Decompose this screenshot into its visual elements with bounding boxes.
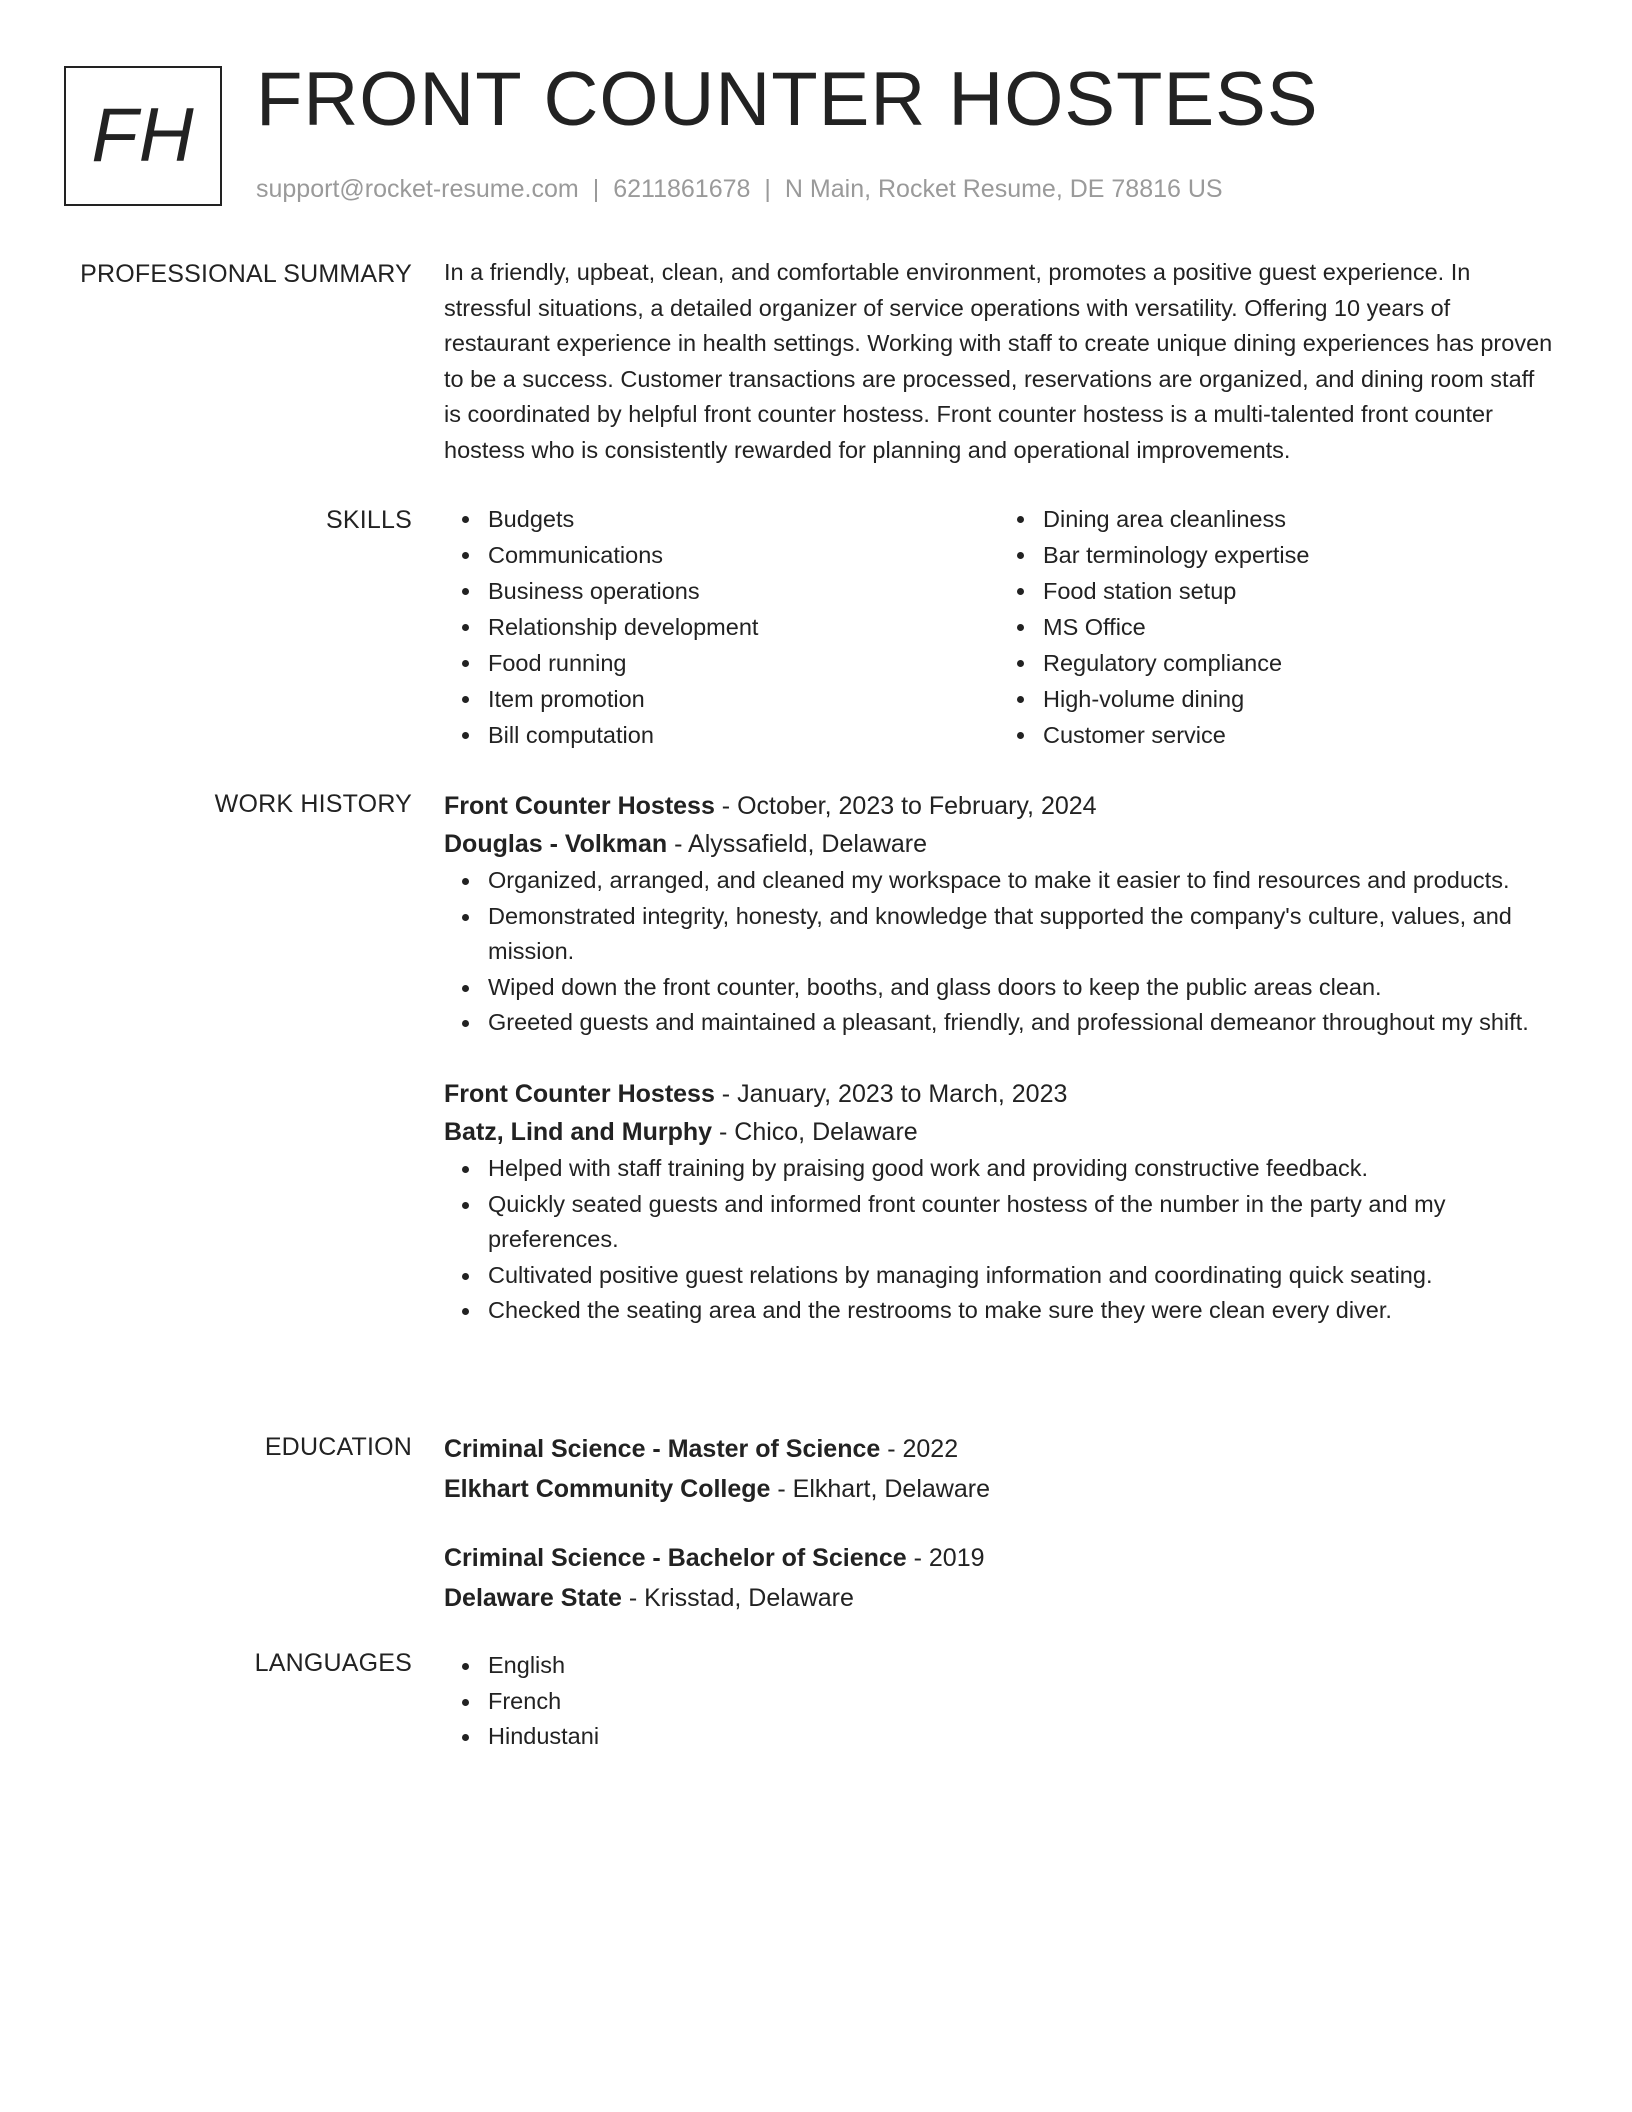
job-location: - Alyssafield, Delaware — [667, 830, 928, 858]
monogram-initials: FH — [91, 93, 195, 178]
edu-location: - Krisstad, Delaware — [621, 1584, 854, 1612]
edu-degree-line — [444, 1430, 1554, 1468]
job-bullet: Checked the seating area and the restrooms to make sure they were clean every diver. — [488, 1293, 1554, 1329]
edu-year: - 2022 — [880, 1435, 959, 1463]
skill-item: Regulatory compliance — [1043, 645, 1554, 681]
edu-year: - 2019 — [906, 1544, 985, 1572]
skill-item: Food running — [488, 645, 999, 681]
job-bullet: Helped with staff training by praising good work and providing constructive feedback. — [488, 1151, 1554, 1187]
section-heading-summary: PROFESSIONAL SUMMARY — [80, 260, 412, 288]
job-location: - Chico, Delaware — [712, 1117, 918, 1146]
section-heading-education: EDUCATION — [264, 1433, 412, 1461]
job-dates: - October, 2023 to February, 2024 — [714, 792, 1097, 820]
edu-school: Elkhart Community College — [444, 1475, 771, 1503]
language-item: English — [488, 1648, 1554, 1684]
skill-item: Bar terminology expertise — [1043, 537, 1554, 573]
language-item: French — [488, 1684, 1554, 1720]
job-title-line — [444, 1075, 1554, 1113]
skill-item: Food station setup — [1043, 573, 1554, 609]
education-entry — [444, 1539, 1554, 1617]
job-bullet-list — [444, 1151, 1554, 1329]
skill-item: High-volume dining — [1043, 681, 1554, 717]
job-entry — [444, 1075, 1554, 1329]
candidate-name: FRONT COUNTER HOSTESS — [256, 57, 1319, 142]
contact-email: support@rocket-resume.com — [256, 175, 579, 203]
job-company-line — [444, 1113, 1554, 1151]
skill-item: Dining area cleanliness — [1043, 501, 1554, 537]
section-heading-skills: SKILLS — [326, 506, 412, 534]
summary-text: In a friendly, upbeat, clean, and comfortable environment, promotes a positive guest experience. In stressful situations, a detailed organizer of service operations with versatility. Offering 10 years of restaurant experience in health settings. Working with staff to create unique dining experiences has proven to be a success. Customer transactions are processed, reservations are organized, and dining room staff is coordinated by helpful front counter hostess. Front counter hostess is a multi-talented front counter hostess who is consistently rewarded for planning and operational improvements. — [444, 259, 1553, 463]
skills-columns — [444, 501, 1554, 753]
skills-list-right — [999, 501, 1554, 753]
contact-separator: | — [764, 175, 771, 203]
section-heading-languages: LANGUAGES — [254, 1649, 412, 1677]
work-body — [444, 787, 1554, 1329]
skills-list-left — [444, 501, 999, 753]
languages-body — [444, 1648, 1554, 1755]
edu-degree-line — [444, 1539, 1554, 1577]
contact-address: N Main, Rocket Resume, DE 78816 US — [784, 175, 1223, 203]
job-company: Batz, Lind and Murphy — [444, 1117, 713, 1146]
skill-item: Relationship development — [488, 609, 999, 645]
contact-phone: 6211861678 — [613, 175, 751, 203]
education-body — [444, 1430, 1554, 1617]
job-bullet-list — [444, 863, 1554, 1041]
job-bullet: Greeted guests and maintained a pleasant, friendly, and professional demeanor throughout my shift. — [488, 1005, 1554, 1041]
monogram-box — [64, 66, 222, 206]
edu-degree: Criminal Science - Bachelor of Science — [444, 1544, 907, 1572]
edu-location: - Elkhart, Delaware — [770, 1475, 990, 1503]
job-title: Front Counter Hostess — [444, 1079, 715, 1108]
job-bullet: Cultivated positive guest relations by managing information and coordinating quick seating. — [488, 1258, 1554, 1294]
language-item: Hindustani — [488, 1719, 1554, 1755]
job-dates: - January, 2023 to March, 2023 — [714, 1079, 1068, 1108]
edu-school: Delaware State — [444, 1584, 622, 1612]
skill-item: Communications — [488, 537, 999, 573]
skills-body — [444, 501, 1554, 753]
edu-school-line — [444, 1579, 1554, 1617]
job-entry — [444, 787, 1554, 1041]
job-company-line — [444, 825, 1554, 863]
edu-school-line — [444, 1470, 1554, 1508]
skill-item: Budgets — [488, 501, 999, 537]
job-title: Front Counter Hostess — [444, 792, 715, 820]
contact-separator: | — [592, 175, 600, 203]
job-bullet: Quickly seated guests and informed front counter hostess of the number in the party and my preferences. — [488, 1187, 1554, 1258]
contact-line — [256, 174, 1223, 204]
skill-item: Bill computation — [488, 717, 999, 753]
languages-list — [444, 1648, 1554, 1755]
job-company: Douglas - Volkman — [444, 830, 668, 858]
section-heading-work: WORK HISTORY — [214, 790, 412, 818]
edu-degree: Criminal Science - Master of Science — [444, 1435, 881, 1463]
skill-item: Customer service — [1043, 717, 1554, 753]
job-bullet: Demonstrated integrity, honesty, and knowledge that supported the company's culture, values, and mission. — [488, 899, 1554, 970]
education-entry — [444, 1430, 1554, 1508]
job-title-line — [444, 787, 1554, 825]
skill-item: MS Office — [1043, 609, 1554, 645]
summary-body — [444, 255, 1554, 469]
skill-item: Item promotion — [488, 681, 999, 717]
job-bullet: Wiped down the front counter, booths, and glass doors to keep the public areas clean. — [488, 970, 1554, 1006]
job-bullet: Organized, arranged, and cleaned my workspace to make it easier to find resources and products. — [488, 863, 1554, 899]
skill-item: Business operations — [488, 573, 999, 609]
